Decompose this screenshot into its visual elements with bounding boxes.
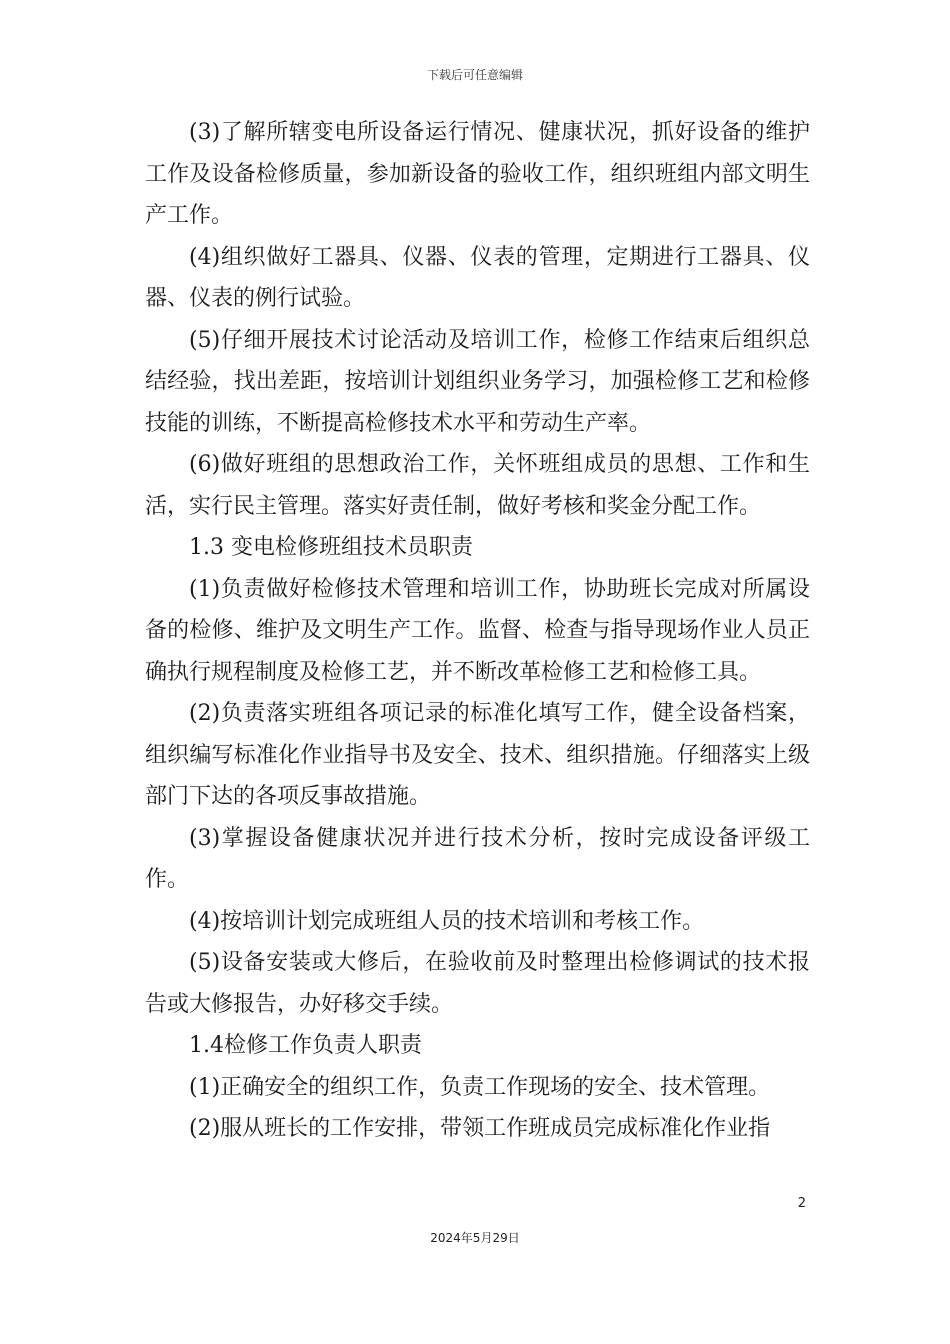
document-body	[145, 112, 810, 1150]
paragraph: (4)按培训计划完成班组人员的技术培训和考核工作。	[189, 908, 705, 934]
page-header: 下载后可任意编辑	[426, 68, 523, 82]
paragraph: (1)负责做好检修技术管理和培训工作，协助班长完成对所属设备的检修、维护及文明生产工作。监督、检查与指导现场作业人员正确执行规程制度及检修工艺，并不断改革检修工艺和检修工具。	[145, 576, 810, 685]
paragraph: (4)组织做好工器具、仪器、仪表的管理，定期进行工器具、仪器、仪表的例行试验。	[145, 244, 810, 311]
paragraph: (5)仔细开展技术讨论活动及培训工作，检修工作结束后组织总结经验，找出差距，按培训计划组织业务学习，加强检修工艺和检修技能的训练，不断提高检修技术水平和劳动生产率。	[145, 327, 810, 436]
section-heading: 1.3 变电检修班组技术员职责	[189, 535, 473, 560]
paragraph: (6)做好班组的思想政治工作，关怀班组成员的思想、工作和生活，实行民主管理。落实好责任制，做好考核和奖金分配工作。	[145, 452, 810, 519]
page-number: 2	[797, 1196, 806, 1211]
paragraph: (2)服从班长的工作安排，带领工作班成员完成标准化作业指	[189, 1116, 771, 1141]
footer-date: 2024年5月29日	[430, 1231, 520, 1245]
paragraph: (3)掌握设备健康状况并进行技术分析，按时完成设备评级工作。	[145, 825, 810, 892]
paragraph: (1)正确安全的组织工作，负责工作现场的安全、技术管理。	[189, 1074, 771, 1100]
paragraph: (2)负责落实班组各项记录的标准化填写工作，健全设备档案，组织编写标准化作业指导书及安全、技术、组织措施。仔细落实上级部门下达的各项反事故措施。	[145, 701, 810, 809]
section-heading: 1.4检修工作负责人职责	[189, 1033, 422, 1058]
paragraph: (3)了解所辖变电所设备运行情况、健康状况，抓好设备的维护工作及设备检修质量，参加新设备的验收工作，组织班组内部文明生产工作。	[145, 120, 810, 228]
paragraph: (5)设备安装或大修后，在验收前及时整理出检修调试的技术报告或大修报告，办好移交手续。	[145, 950, 810, 1017]
